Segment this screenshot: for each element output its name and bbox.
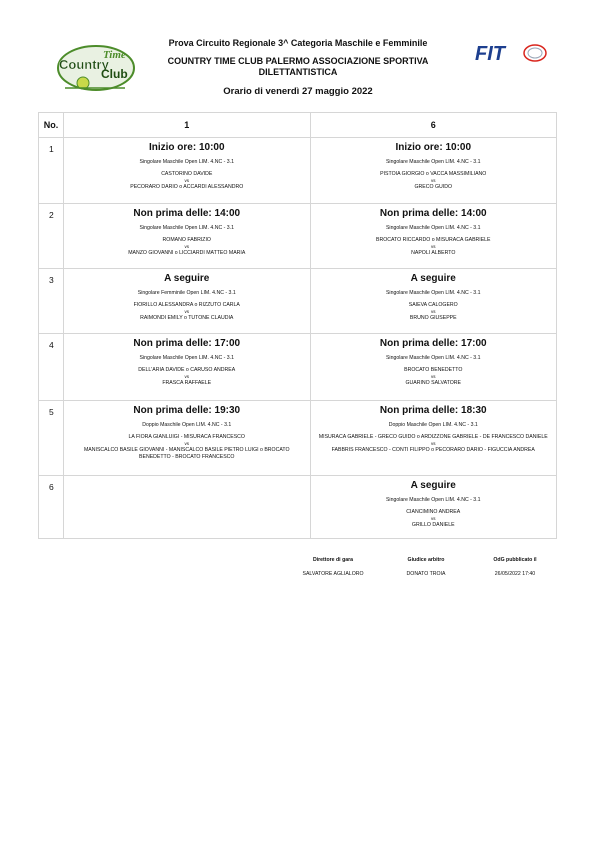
player-2: GRECO GUIDO bbox=[414, 184, 452, 190]
versus-label: vs bbox=[431, 244, 436, 249]
match-cell bbox=[64, 334, 311, 401]
table-row bbox=[39, 401, 557, 476]
match-time: A seguire bbox=[164, 273, 210, 284]
schedule-table bbox=[38, 112, 557, 539]
player-1: SAIEVA CALOGERO bbox=[408, 302, 458, 308]
svg-text:FIT: FIT bbox=[475, 43, 505, 65]
match-time: Non prima delle: 18:30 bbox=[379, 405, 487, 416]
row-number: 1 bbox=[39, 138, 64, 204]
column-header-court-1: 1 bbox=[64, 113, 311, 138]
match-event: Singolare Maschile Open LIM. 4.NC - 3.1 bbox=[139, 159, 235, 165]
player-2: FABBRIS FRANCESCO - CONTI FILIPPO o PECORARO DARIO - FIGUCCIA ANDREA bbox=[331, 447, 535, 453]
published-value: 26/05/2022 17:40 bbox=[494, 571, 536, 577]
versus-label: vs bbox=[184, 178, 189, 183]
match-time: Non prima delle: 14:00 bbox=[379, 208, 487, 219]
fit-logo bbox=[473, 40, 549, 66]
player-1: MISURACA GABRIELE - GRECO GUIDO o ARDIZZONE GABRIELE - DE FRANCESCO DANIELE bbox=[318, 434, 548, 440]
match-cell bbox=[310, 401, 557, 476]
referee-value: DONATO TROIA bbox=[406, 571, 446, 577]
match-cell bbox=[310, 138, 557, 204]
player-1: ROMANO FABRIZIO bbox=[162, 237, 211, 243]
player-2: BRUNO GIUSEPPE bbox=[409, 315, 457, 321]
match-cell bbox=[310, 204, 557, 269]
match-time: Non prima delle: 19:30 bbox=[133, 405, 241, 416]
svg-text:Club: Club bbox=[101, 67, 128, 81]
row-number: 3 bbox=[39, 269, 64, 334]
table-row bbox=[39, 334, 557, 401]
player-1: FIORILLO ALESSANDRA o RIZZUTO CARLA bbox=[133, 302, 240, 308]
match-time: Non prima delle: 17:00 bbox=[379, 338, 487, 349]
player-2: RAIMONDI EMILY o TUTONE CLAUDIA bbox=[140, 315, 234, 321]
match-time: A seguire bbox=[410, 273, 456, 284]
match-time: A seguire bbox=[410, 480, 456, 491]
versus-label: vs bbox=[431, 309, 436, 314]
versus-label: vs bbox=[431, 374, 436, 379]
versus-label: vs bbox=[184, 374, 189, 379]
match-event: Singolare Maschile Open LIM. 4.NC - 3.1 bbox=[139, 225, 235, 231]
match-time: Non prima delle: 17:00 bbox=[133, 338, 241, 349]
referee-label: Giudice arbitro bbox=[407, 557, 445, 563]
svg-text:Country: Country bbox=[59, 57, 109, 72]
table-header-row bbox=[39, 113, 557, 138]
player-1: BROCATO BENEDETTO bbox=[404, 367, 463, 373]
player-1: CASTORINO DAVIDE bbox=[161, 171, 213, 177]
tournament-title: Prova Circuito Regionale 3^ Categoria Maschile e Femminile bbox=[168, 38, 428, 48]
match-cell bbox=[310, 476, 557, 539]
table-row bbox=[39, 269, 557, 334]
versus-label: vs bbox=[184, 244, 189, 249]
match-cell bbox=[310, 334, 557, 401]
player-1: PISTOIA GIORGIO o VACCA MASSIMILIANO bbox=[380, 171, 487, 177]
svg-text:Time: Time bbox=[103, 49, 126, 61]
player-1: DELL'ARIA DAVIDE o CARUSO ANDREA bbox=[138, 367, 236, 373]
versus-label: vs bbox=[431, 178, 436, 183]
player-1: LA FIORA GIANLUIGI - MISURACA FRANCESCO bbox=[128, 434, 245, 440]
published-label: OdG pubblicato il bbox=[493, 557, 537, 563]
versus-label: vs bbox=[184, 441, 189, 446]
table-row bbox=[39, 476, 557, 539]
match-event: Singolare Femminile Open LIM. 4.NC - 3.1 bbox=[137, 290, 236, 296]
player-2: PECORARO DARIO o ACCARDI ALESSANDRO bbox=[130, 184, 244, 190]
country-time-club-logo bbox=[55, 38, 137, 94]
player-2: MANISCALCO BASILE GIOVANNI - MANISCALCO BASILE PIETRO LUIGI o BROCATO BENEDETTO - BROCATO FRANCESCO bbox=[83, 447, 290, 460]
player-2: NAPOLI ALBERTO bbox=[411, 250, 456, 256]
match-event: Singolare Maschile Open LIM. 4.NC - 3.1 bbox=[385, 225, 481, 231]
versus-label: vs bbox=[431, 516, 436, 521]
player-1: CIANCIMINO ANDREA bbox=[406, 509, 461, 515]
table-row bbox=[39, 138, 557, 204]
match-time: Non prima delle: 14:00 bbox=[133, 208, 241, 219]
match-event: Singolare Maschile Open LIM. 4.NC - 3.1 bbox=[385, 159, 481, 165]
player-2: FRASCA RAFFAELE bbox=[162, 380, 212, 386]
match-cell bbox=[64, 269, 311, 334]
match-event: Singolare Maschile Open LIM. 4.NC - 3.1 bbox=[385, 290, 481, 296]
match-event: Singolare Maschile Open LIM. 4.NC - 3.1 bbox=[385, 497, 481, 503]
match-time: Inizio ore: 10:00 bbox=[148, 142, 225, 153]
schedule-date: Orario di venerdì 27 maggio 2022 bbox=[223, 86, 373, 97]
row-number: 5 bbox=[39, 401, 64, 476]
match-cell bbox=[64, 138, 311, 204]
match-cell bbox=[64, 401, 311, 476]
director-label: Direttore di gara bbox=[312, 557, 354, 563]
player-2: GRILLO DANIELE bbox=[411, 522, 455, 528]
column-header-court-6: 6 bbox=[310, 113, 557, 138]
director-value: SALVATORE AGLIALORO bbox=[302, 571, 364, 577]
match-cell bbox=[64, 204, 311, 269]
match-time: Inizio ore: 10:00 bbox=[395, 142, 472, 153]
match-event: Singolare Maschile Open LIM. 4.NC - 3.1 bbox=[139, 355, 235, 361]
row-number: 4 bbox=[39, 334, 64, 401]
player-2: GUARINO SALVATORE bbox=[405, 380, 462, 386]
column-header-no: No. bbox=[39, 113, 64, 138]
versus-label: vs bbox=[184, 309, 189, 314]
match-event: Doppio Maschile Open LIM. 4.NC - 3.1 bbox=[142, 422, 232, 428]
row-number: 6 bbox=[39, 476, 64, 539]
match-event: Singolare Maschile Open LIM. 4.NC - 3.1 bbox=[385, 355, 481, 361]
versus-label: vs bbox=[431, 441, 436, 446]
row-number: 2 bbox=[39, 204, 64, 269]
match-cell bbox=[310, 269, 557, 334]
club-name: COUNTRY TIME CLUB PALERMO ASSOCIAZIONE SPORTIVA DILETTANTISTICA bbox=[167, 56, 429, 77]
player-1: BROCATO RICCARDO o MISURACA GABRIELE bbox=[375, 237, 491, 243]
match-event: Doppio Maschile Open LIM. 4.NC - 3.1 bbox=[388, 422, 478, 428]
table-row bbox=[39, 204, 557, 269]
player-2: MANZO GIOVANNI o LICCIARDI MATTEO MARIA bbox=[128, 250, 246, 256]
empty-match-cell bbox=[64, 476, 311, 539]
